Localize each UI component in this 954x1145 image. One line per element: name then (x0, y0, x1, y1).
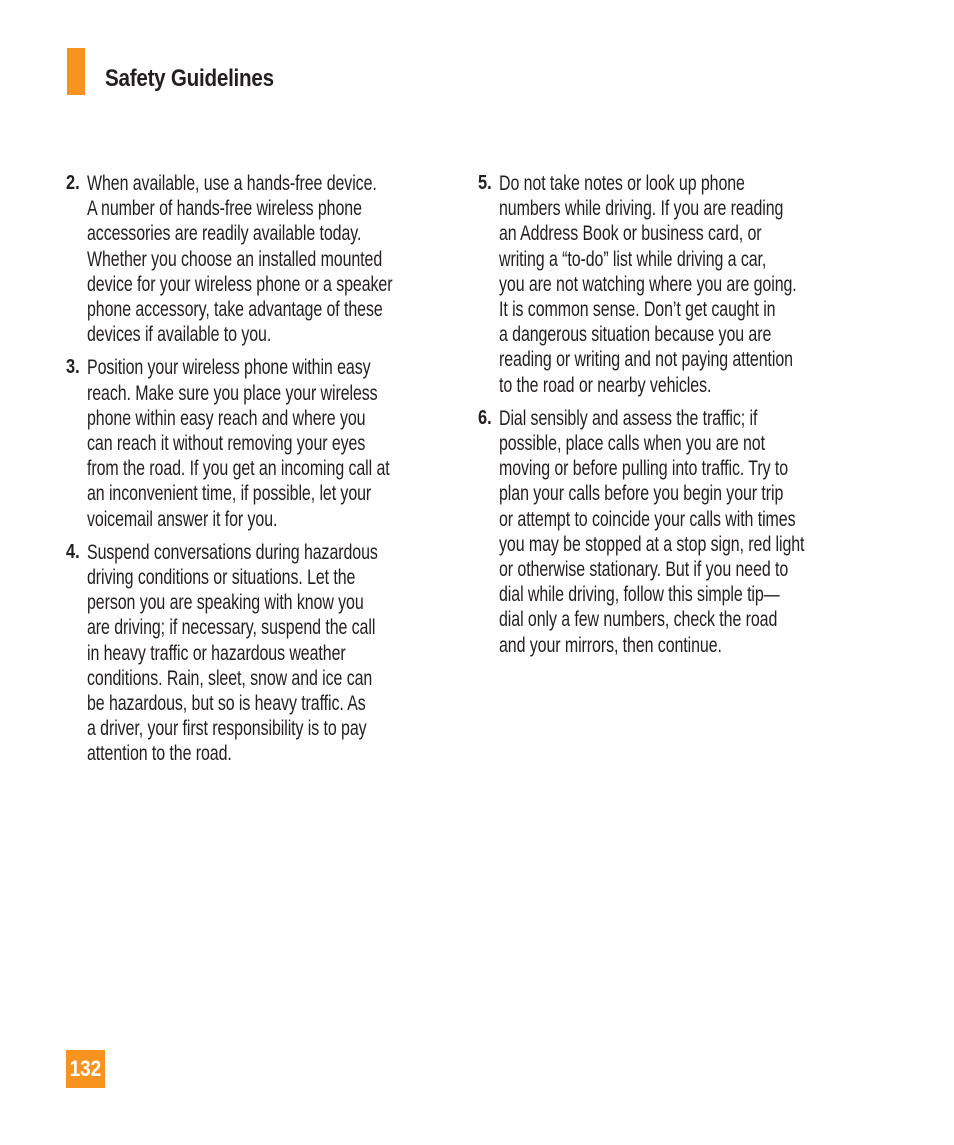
page-title: Safety Guidelines (105, 65, 274, 92)
text-line: Do not take notes or look up phone (499, 172, 745, 195)
text-line: conditions. Rain, sleet, snow and ice can (87, 666, 373, 690)
text-line: be hazardous, but so is heavy traffic. As (87, 692, 366, 716)
text-line: to the road or nearby vehicles. (499, 373, 712, 397)
list-item (478, 406, 868, 658)
right-column (478, 171, 868, 666)
text-line: and your mirrors, then continue. (499, 633, 722, 657)
text-line: Dial sensibly and assess the traffic; if (499, 406, 758, 430)
item-number: 5. (478, 172, 492, 194)
text-line: in heavy traffic or hazardous weather (87, 641, 346, 665)
text-line: reading or writing and not paying attention (499, 348, 793, 372)
text-line: plan your calls before you begin your trip (499, 482, 784, 506)
text-line: possible, place calls when you are not (499, 432, 765, 456)
text-line: driving conditions or situations. Let the (87, 566, 356, 590)
item-number: 4. (66, 540, 80, 563)
text-line: Whether you choose an installed mounted (87, 247, 383, 271)
text-line: When available, use a hands-free device. (87, 172, 377, 195)
text-line: devices if available to you. (87, 323, 272, 347)
text-line: a driver, your first responsibility is to pay (87, 717, 367, 741)
text-line: voicemail answer it for you. (87, 507, 278, 531)
item-text (87, 171, 489, 347)
text-line: are driving; if necessary, suspend the call (87, 616, 376, 640)
text-line: reach. Make sure you place your wireless (87, 381, 378, 405)
text-line: device for your wireless phone or a speaker (87, 272, 393, 296)
list-item (66, 171, 446, 347)
text-line: moving or before pulling into traffic. Try to (499, 457, 789, 481)
text-line: can reach it without removing your eyes (87, 432, 366, 456)
text-line: an Address Book or business card, or (499, 222, 762, 246)
text-line: It is common sense. Don’t get caught in (499, 298, 776, 322)
text-line: Suspend conversations during hazardous (87, 540, 378, 564)
text-line: you may be stopped at a stop sign, red light (499, 532, 805, 556)
left-column (66, 171, 446, 775)
text-line: an inconvenient time, if possible, let your (87, 482, 372, 506)
page-number: 132 (69, 1056, 102, 1081)
text-line: or otherwise stationary. But if you need to (499, 558, 789, 582)
page-number-badge (66, 1050, 105, 1088)
text-line: Position your wireless phone within easy (87, 356, 371, 380)
item-text (499, 171, 891, 398)
item-number: 6. (478, 406, 492, 429)
text-line: you are not watching where you are going. (499, 272, 797, 296)
item-number: 3. (66, 356, 80, 379)
item-text (87, 355, 485, 531)
text-line: dial only a few numbers, check the road (499, 608, 778, 632)
list-item (66, 355, 446, 531)
list-item (478, 171, 868, 398)
text-line: a dangerous situation because you are (499, 323, 772, 347)
item-text (499, 406, 901, 658)
text-line: accessories are readily available today. (87, 222, 362, 246)
text-line: dial while driving, follow this simple tip— (499, 583, 780, 607)
item-text (87, 540, 470, 767)
section-accent-bar (67, 48, 85, 95)
text-line: from the road. If you get an incoming call at (87, 457, 390, 481)
text-line: A number of hands-free wireless phone (87, 197, 362, 221)
text-line: phone accessory, take advantage of these (87, 298, 383, 322)
text-line: phone within easy reach and where you (87, 406, 366, 430)
text-line: numbers while driving. If you are reading (499, 197, 784, 221)
text-line: or attempt to coincide your calls with times (499, 507, 796, 531)
list-item (66, 540, 446, 767)
text-line: attention to the road. (87, 742, 232, 766)
item-number: 2. (66, 172, 80, 194)
text-line: writing a “to-do” list while driving a car, (499, 247, 767, 271)
text-line: person you are speaking with know you (87, 591, 364, 615)
